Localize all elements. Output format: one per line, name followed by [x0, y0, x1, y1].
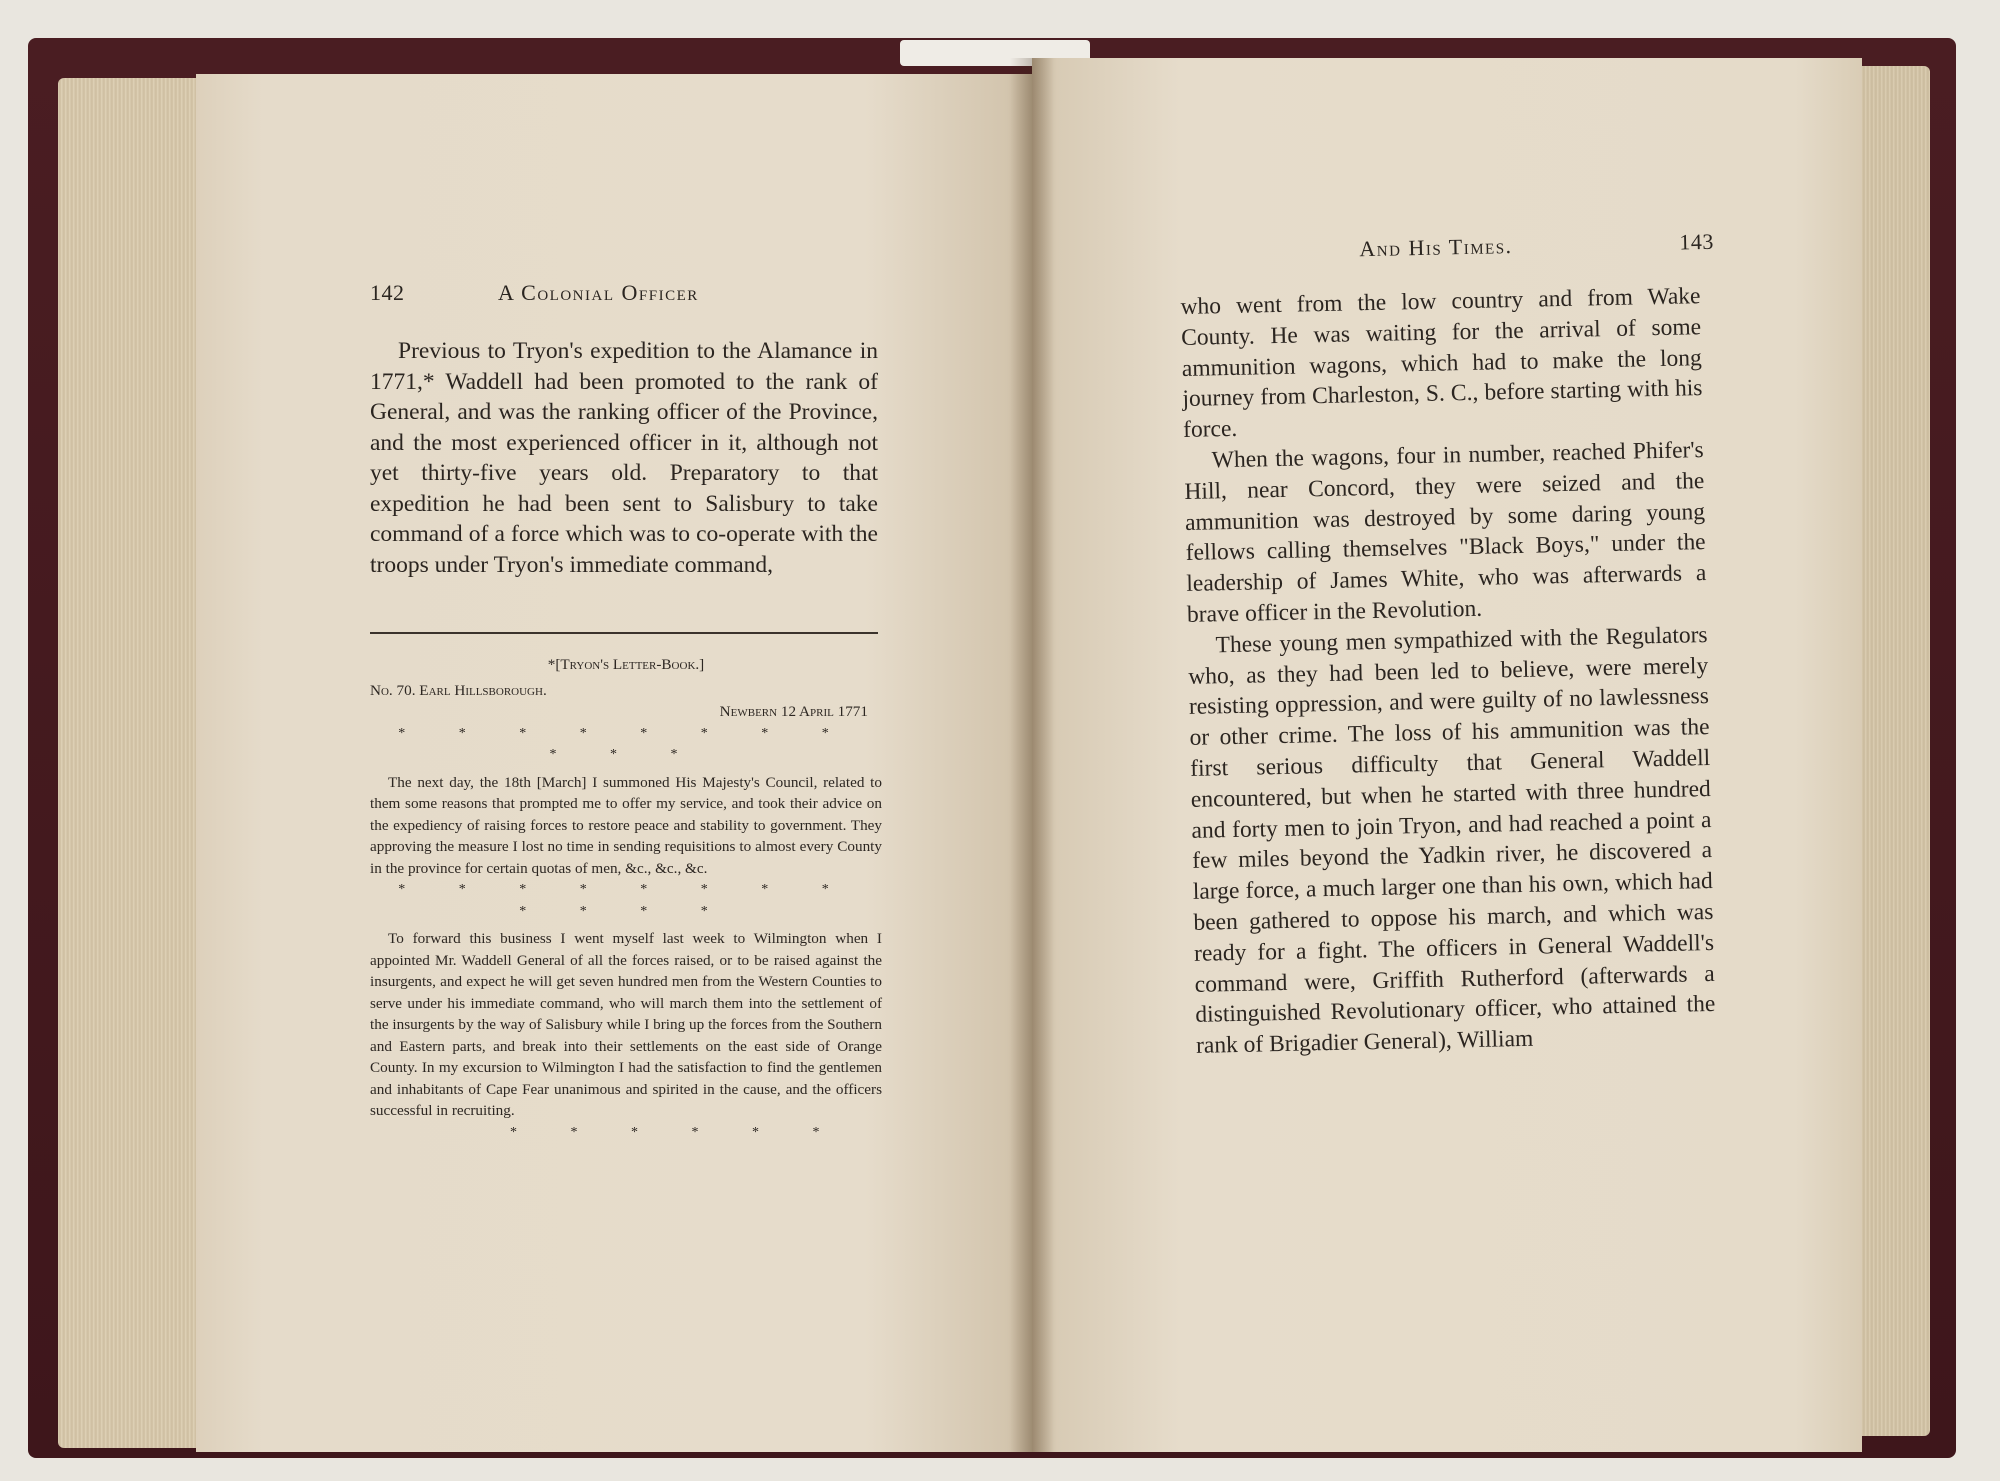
page-number-right: 143 [1679, 228, 1715, 255]
footnote-dateline: Newbern 12 April 1771 [719, 703, 868, 720]
left-page [196, 74, 1032, 1452]
left-body [370, 336, 878, 580]
right-para-3: These young men sympathized with the Regulators who, as they had been led to believe, were merely resisting oppression, and were guilty of no lawlessness or other crime. The loss of his ammunition was the first serious difficulty that General Waddell encountered, but when he started with three hundred and forty men to join Tryon, and had reached a point a few miles beyond the Yadkin river, he discovered a large force, a much larger one than his own, which had been gathered to oppose his march, and which was ready for a fight. The officers in General Waddell's command were, Griffith Rutherford (afterwards a distinguished Revolutionary officer, who attained the rank of Brigadier General), William [1188, 621, 1716, 1059]
footnote-para-2: To forward this business I went myself last week to Wilmington when I appointed Mr. Waddell General of all the forces raised, or to be raised against the insurgents, and expect he will get seven hundred men from the Western Counties to serve under his immediate command, who will march them into the settlement of the insurgents by the way of Salisbury while I bring up the forces from the Southern and Eastern parts, and break into their settlements on the east side of Orange County. In my excursion to Wilmington I had the satisfaction to find the gentlemen and inhabitants of Cape Fear unanimous and spirited in the cause, and the officers successful in recruiting. [370, 930, 882, 1119]
spine-shadow [1010, 58, 1054, 1452]
footnote-rule [370, 632, 878, 634]
running-head-right: And His Times. [1359, 233, 1513, 262]
footnote-recipient: No. 70. Earl Hillsborough. [370, 681, 547, 699]
running-head-left: A Colonial Officer [498, 280, 699, 305]
footnote-stars-3: * * * * * * [510, 1124, 845, 1140]
left-paragraph: Previous to Tryon's expedition to the Alamance in 1771,* Waddell had been promoted to the rank of General, and was the ranking officer of the Province, and the most experienced officer in it, although not yet thirty-five years old. Preparatory to that expedition he had been sent to Salisbury to take command of a force which was to co-operate with the troops under Tryon's immediate command, [370, 338, 878, 578]
right-body [1180, 281, 1716, 1062]
page-number-left: 142 [370, 280, 405, 305]
right-para-2: When the wagons, four in number, reached Phifer's Hill, near Concord, they were seized and the ammunition was destroyed by some daring young fellows calling themselves "Black Boys," under the leadership of James White, who was afterwards a brave officer in the Revolution. [1184, 437, 1707, 628]
right-column [1180, 228, 1741, 1280]
footnote [370, 654, 882, 1143]
footnote-para-1: The next day, the 18th [March] I summoned His Majesty's Council, related to them some reasons that prompted me to offer my service, and took their advice on the expediency of raising forces to restore peace and stability to government. They approving the measure I lost no time in sending requisitions to almost every County in the province for certain quotas of men, &c., &c., &c. [370, 773, 882, 877]
right-para-1: who went from the low country and from Wake County. He was waiting for the arrival of some ammunition wagons, which had to make the long journey from Charleston, S. C., before starting with his force. [1180, 283, 1703, 444]
right-page [1032, 58, 1862, 1452]
page-edges-left [58, 78, 218, 1448]
footnote-stars-2: * * * * * * * * * * * * [398, 882, 854, 919]
footnote-stars-1: * * * * * * * * * * * [398, 725, 854, 762]
footnote-title: *[Tryon's Letter-Book.] [547, 656, 705, 673]
